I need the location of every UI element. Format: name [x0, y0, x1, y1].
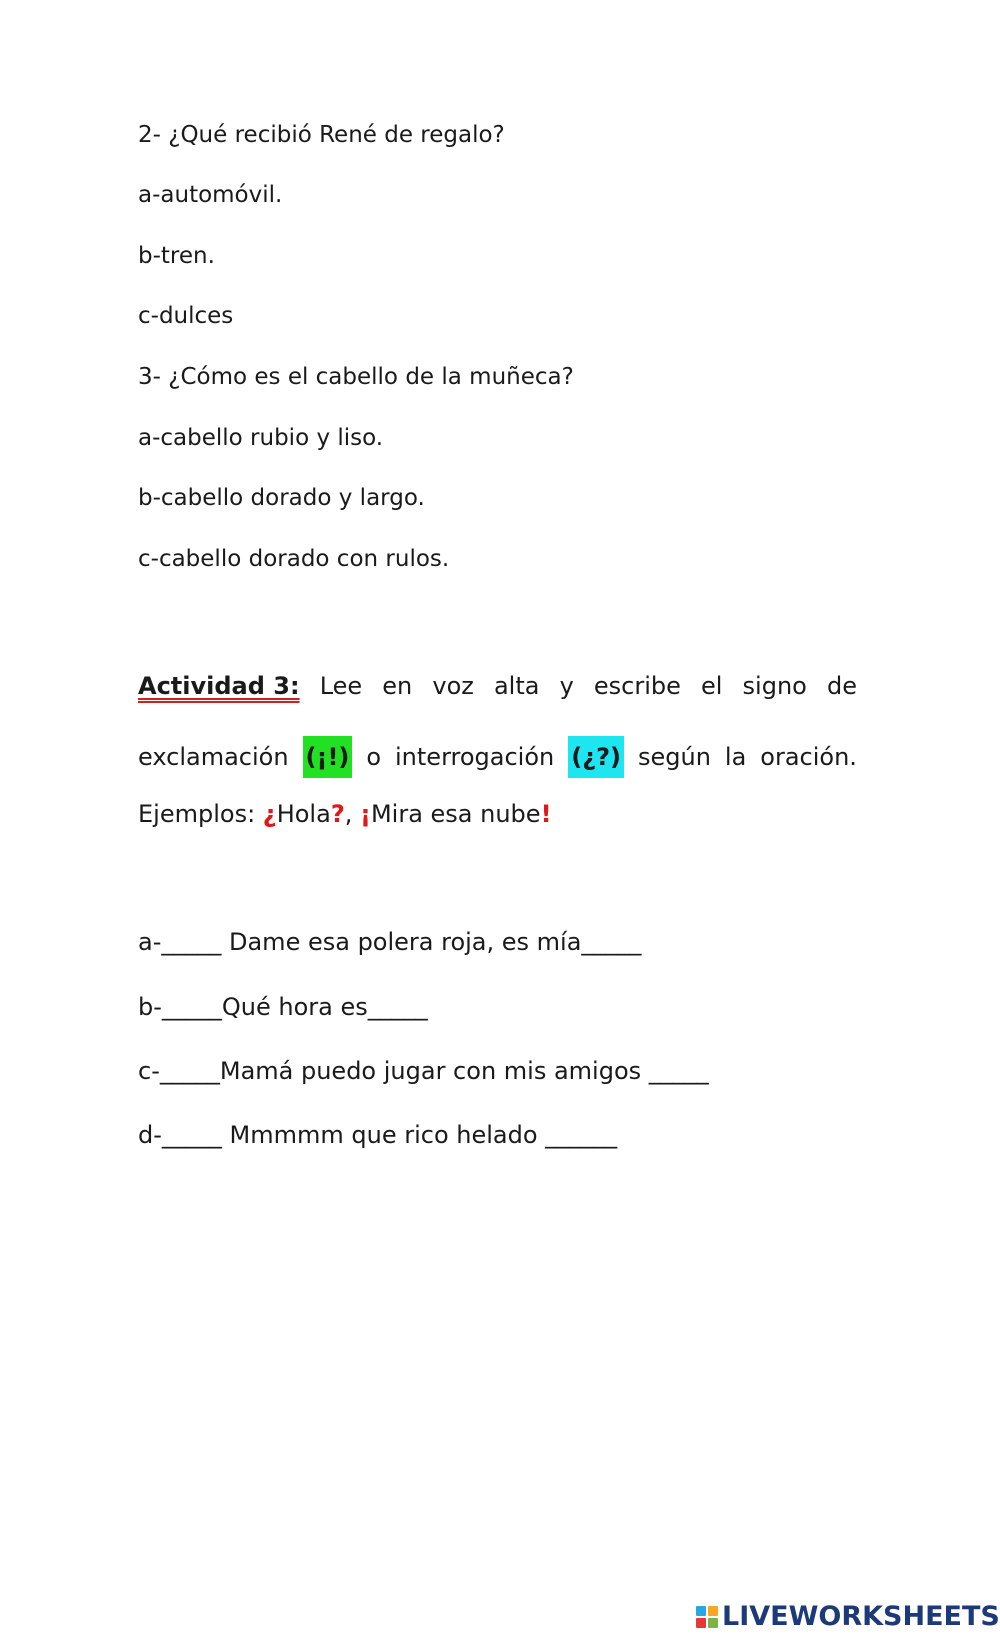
question-2-option-c: c-dulces [138, 303, 234, 329]
exercise-c: c-_____Mamá puedo jugar con mis amigos _____ [138, 1057, 709, 1085]
instruction-word: o [366, 743, 382, 771]
logo-square [696, 1606, 706, 1616]
activity-instructions-line-1 [138, 674, 857, 698]
exercise-a: a-_____ Dame esa polera roja, es mía_____ [138, 928, 642, 956]
logo-text: LIVEWORKSHEETS [722, 1601, 1000, 1632]
question-2-option-b: b-tren. [138, 243, 215, 269]
question-3-option-a: a-cabello rubio y liso. [138, 425, 384, 451]
question-open-mark: ¿ [262, 800, 277, 828]
exercise-d: d-_____ Mmmmm que rico helado ______ [138, 1121, 618, 1149]
logo-square [708, 1606, 718, 1616]
examples-line [138, 802, 552, 826]
instruction-word: el [701, 672, 723, 700]
instruction-word: signo [742, 672, 807, 700]
activity-instructions-line-2 [138, 735, 857, 779]
logo-squares-icon [696, 1606, 718, 1628]
instruction-word: de [826, 672, 857, 700]
examples-label: Ejemplos: [138, 800, 263, 828]
examples-separator: , [344, 800, 360, 828]
exercise-b: b-_____Qué hora es_____ [138, 993, 428, 1021]
instruction-word: exclamación [138, 743, 289, 771]
question-sign-highlight: (¿?) [568, 736, 624, 778]
instruction-word: oración. [760, 743, 857, 771]
example-question-word: Hola [276, 800, 331, 828]
instruction-word: la [724, 743, 747, 771]
logo-square [708, 1618, 718, 1628]
instruction-word: interrogación [395, 743, 555, 771]
example-exclamation-phrase: Mira esa nube [370, 800, 541, 828]
instruction-word: Lee [319, 672, 363, 700]
instruction-word: escribe [593, 672, 681, 700]
question-close-mark: ? [330, 800, 345, 828]
logo-square [696, 1618, 706, 1628]
exclamation-close-mark: ! [540, 800, 552, 828]
question-3-option-c: c-cabello dorado con rulos. [138, 546, 450, 572]
liveworksheets-logo [696, 1601, 1000, 1632]
instruction-word: voz [432, 672, 474, 700]
instruction-word: según [638, 743, 711, 771]
activity-title: Actividad 3: [138, 672, 300, 700]
instruction-word: en [382, 672, 413, 700]
exclamation-sign-highlight: (¡!) [303, 736, 353, 778]
question-3-option-b: b-cabello dorado y largo. [138, 485, 425, 511]
instruction-word: alta [493, 672, 540, 700]
question-2-option-a: a-automóvil. [138, 182, 283, 208]
exclamation-open-mark: ¡ [360, 800, 371, 828]
instruction-word: y [559, 672, 574, 700]
question-2: 2- ¿Qué recibió René de regalo? [138, 122, 505, 148]
question-3: 3- ¿Cómo es el cabello de la muñeca? [138, 364, 574, 390]
